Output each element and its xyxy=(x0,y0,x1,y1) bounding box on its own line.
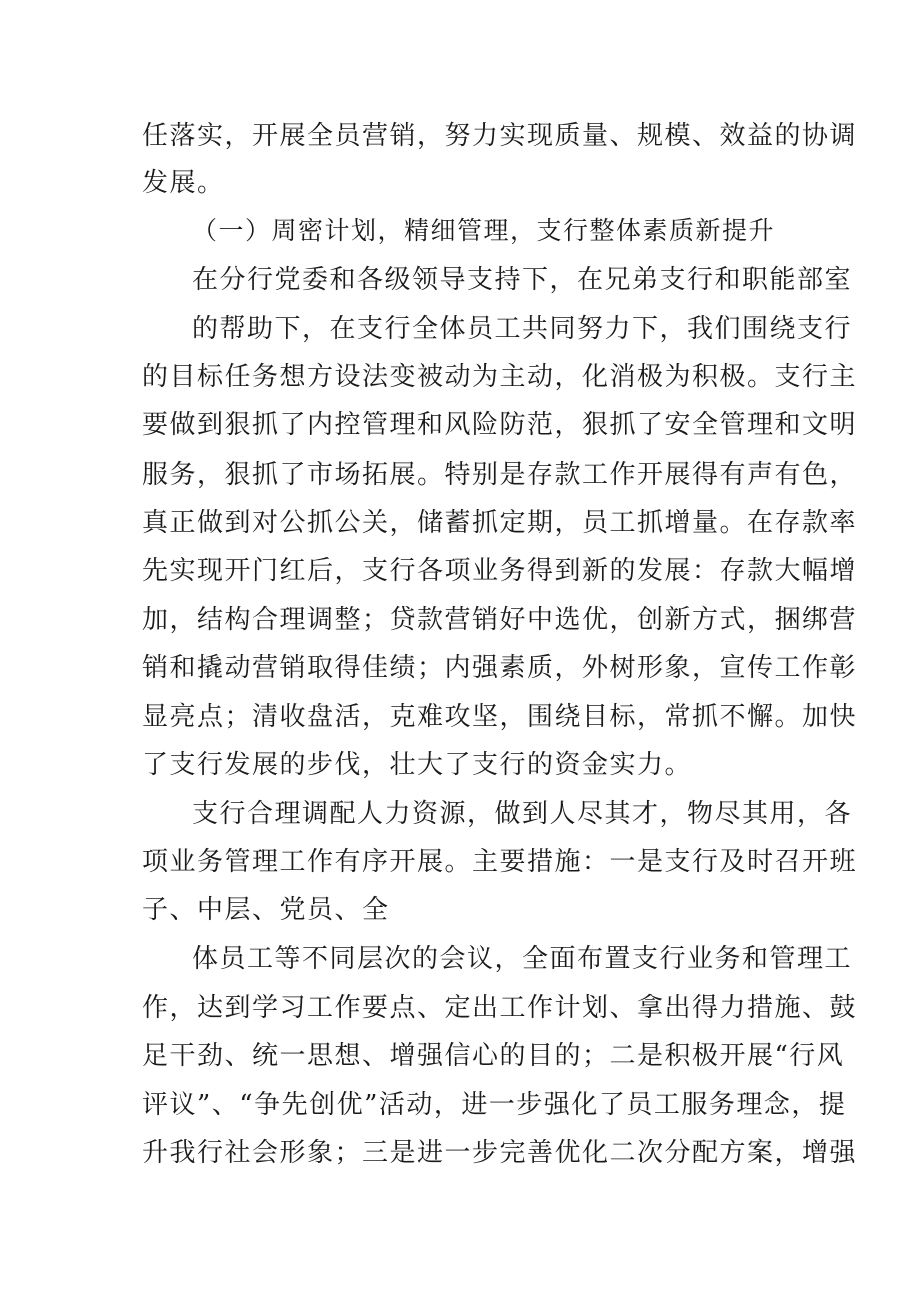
text-line: 作，达到学习工作要点、定出工作计划、拿出得力措施、鼓 xyxy=(142,993,858,1023)
text-line: 服务，狠抓了市场拓展。特别是存款工作开展得有声有色， xyxy=(142,460,858,490)
text-line: 任落实，开展全员营销，努力实现质量、规模、效益的协调 xyxy=(142,121,858,151)
text-line: 了支行发展的步伐，壮大了支行的资金实力。 xyxy=(142,750,693,780)
text-line: 的帮助下，在支行全体员工共同努力下，我们围绕支行 xyxy=(192,314,853,344)
text-line: 的目标任务想方设法变被动为主动，化消极为积极。支行主 xyxy=(142,362,858,392)
section-heading: （一）周密计划，精细管理，支行整体素质新提升 xyxy=(192,216,776,245)
text-line: 评议”、“争先创优”活动，进一步强化了员工服务理念，提 xyxy=(142,1090,847,1120)
text-line: 真正做到对公抓公关，储蓄抓定期，员工抓增量。在存款率 xyxy=(142,508,858,538)
text-line: 要做到狠抓了内控管理和风险防范，狠抓了安全管理和文明 xyxy=(142,410,858,440)
text-line: 子、中层、党员、全 xyxy=(142,895,390,925)
text-line: 体员工等不同层次的会议，全面布置支行业务和管理工 xyxy=(192,944,853,974)
text-line: 升我行社会形象；三是进一步完善优化二次分配方案，增强 xyxy=(142,1138,858,1168)
text-line: 销和撬动营销取得佳绩；内强素质，外树形象，宣传工作彰 xyxy=(142,653,858,683)
text-line: 支行合理调配人力资源，做到人尽其才，物尽其用，各 xyxy=(192,799,853,829)
text-line: 足干劲、统一思想、增强信心的目的；二是积极开展“行风 xyxy=(142,1041,845,1071)
text-line: 显亮点；清收盘活，克难攻坚，围绕目标，常抓不懈。加快 xyxy=(142,702,858,732)
text-line: 加，结构合理调整；贷款营销好中选优，创新方式，捆绑营 xyxy=(142,605,858,635)
text-line: 先实现开门红后，支行各项业务得到新的发展：存款大幅增 xyxy=(142,556,858,586)
text-line: 项业务管理工作有序开展。主要措施：一是支行及时召开班 xyxy=(142,847,858,877)
text-line: 在分行党委和各级领导支持下，在兄弟支行和职能部室 xyxy=(192,265,853,295)
text-line: 发展。 xyxy=(142,168,225,198)
